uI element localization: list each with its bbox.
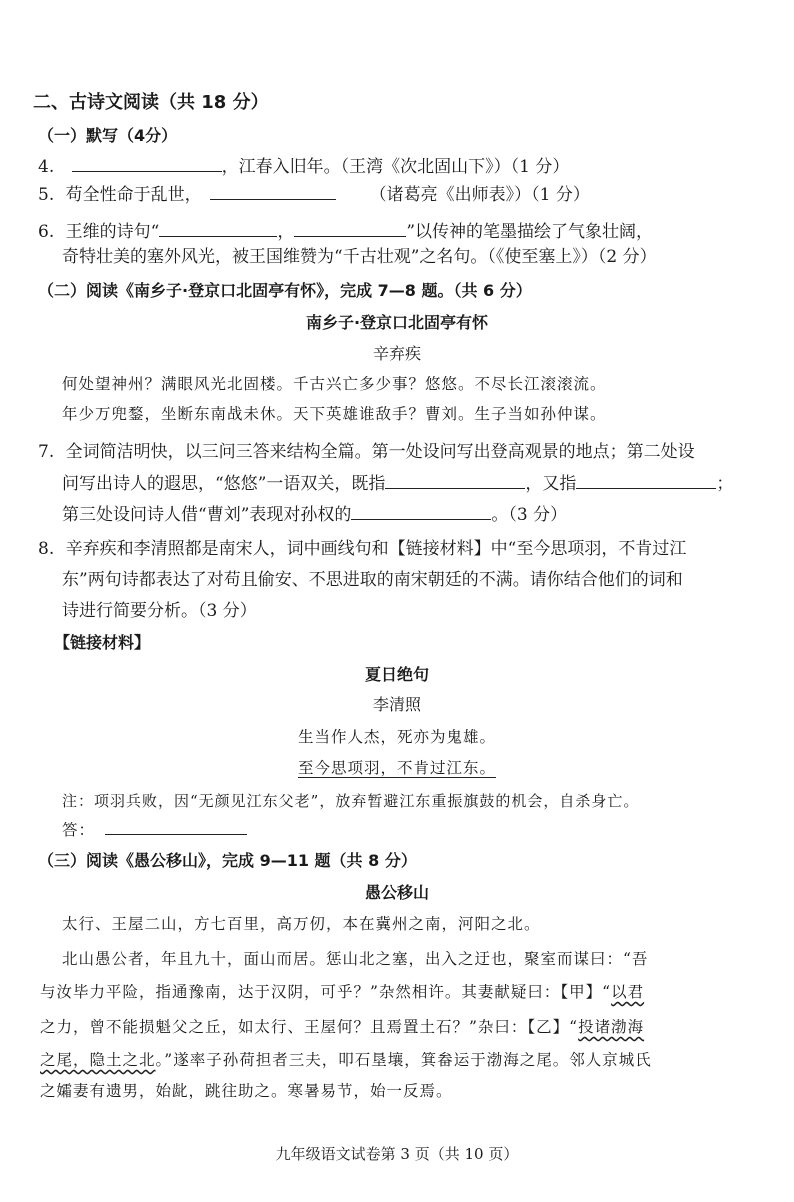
answer-line — [62, 818, 247, 841]
poem-author: 辛弃疾 — [372, 344, 421, 363]
question-text: 王维的诗句“ — [65, 222, 160, 242]
answer-blank[interactable] — [72, 155, 222, 172]
poem-line-1: 何处望神州？满眼风光北固楼。千古兴亡多少事？悠悠。不尽长江滚滚流。 — [62, 375, 607, 393]
answer-blank[interactable] — [351, 503, 491, 520]
wavy-underlined-phrase: 之尾，隐土之北 — [40, 1051, 156, 1069]
question-8-line3: 诗进行简要分析。（3 分） — [62, 601, 257, 621]
paragraph-2-line-5: 之孀妻有遗男，始龀，跳往助之。寒暑易节，始一反焉。 — [40, 1082, 453, 1100]
question-4 — [38, 155, 569, 178]
wavy-underlined-phrase: 以君 — [611, 983, 645, 1001]
text-span: 之力，曾不能损魁父之丘，如太行、王屋何？且焉置土石？”杂曰：【乙】“ — [40, 1018, 579, 1036]
section-title: 二、古诗文阅读（共 18 分） — [33, 92, 269, 113]
question-text: 问写出诗人的遐思，“悠悠”一语双关，既指 — [62, 474, 386, 494]
question-text: ”以传神的笔墨描绘了气象壮阔， — [406, 222, 654, 242]
question-6 — [38, 220, 653, 243]
link-material-label: 【链接材料】 — [54, 633, 151, 652]
question-5 — [38, 183, 590, 206]
part2-title: （二）阅读《南乡子·登京口北固亭有怀》，完成 7—8 题。（共 6 分） — [38, 281, 532, 300]
annotation-note: 注：项羽兵败，因“无颜见江东父老”，放弃暂避江东重振旗鼓的机会，自杀身亡。 — [62, 792, 640, 810]
part1-title: （一）默写（4分） — [38, 126, 178, 145]
wavy-underlined-phrase: 投诸渤海 — [578, 1018, 645, 1036]
question-6-line2: 奇特壮美的塞外风光，被王国维赞为“千古壮观”之名句。（《使至塞上》）（2 分） — [62, 247, 657, 267]
poem2-line-2 — [0, 757, 794, 779]
answer-blank[interactable] — [159, 220, 277, 237]
answer-label: 答： — [62, 821, 96, 839]
question-text: ， — [277, 222, 295, 242]
underlined-verse: 至今思项羽，不肯过江东。 — [297, 759, 496, 777]
question-number: 7. — [38, 442, 55, 462]
answer-blank[interactable] — [105, 818, 247, 835]
text-span: 与汝毕力平险，指通豫南，达于汉阴，可乎？”杂然相许。其妻献疑曰：【甲】“ — [40, 983, 612, 1001]
answer-blank[interactable] — [385, 472, 525, 489]
poem2-title: 夏日绝句 — [364, 665, 429, 684]
question-8 — [38, 538, 686, 560]
question-text: 苟全性命于乱世， — [65, 185, 202, 205]
question-7 — [38, 441, 695, 463]
question-7-line2 — [62, 472, 733, 495]
question-text: 辛弃疾和李清照都是南宋人，词中画线句和【链接材料】中“至今思项羽，不肯过江 — [65, 539, 687, 559]
question-text: 第三处设问诗人借“曹刘”表现对孙权的 — [62, 505, 352, 525]
text-span: 。”遂率子孙荷担者三夫，叩石垦壤，箕畚运于渤海之尾。邻人京城氏 — [155, 1051, 652, 1069]
question-number: 8. — [38, 539, 55, 559]
poem2-author: 李清照 — [372, 695, 421, 714]
question-number: 6. — [38, 222, 55, 242]
question-text: ； — [716, 474, 734, 494]
question-text: 全词简洁明快，以三问三答来结构全篇。第一处设问写出登高观景的地点；第二处设 — [65, 442, 695, 462]
part3-title: （三）阅读《愚公移山》，完成 9—11 题（共 8 分） — [38, 851, 417, 870]
question-text: ，又指 — [525, 474, 577, 494]
paragraph-2-line-3 — [40, 1016, 644, 1038]
question-7-line3 — [62, 503, 567, 526]
answer-blank[interactable] — [294, 220, 406, 237]
poem-line-2: 年少万兜鍪，坐断东南战未休。天下英雄谁敌手？曹刘。生子当如孙仲谋。 — [62, 405, 607, 423]
paragraph-1: 太行、王屋二山，方七百里，高万仞，本在冀州之南，河阳之北。 — [62, 915, 541, 933]
question-number: 4. — [38, 157, 55, 177]
poem-title: 南乡子·登京口北固亭有怀 — [305, 313, 489, 332]
answer-blank[interactable] — [210, 183, 336, 200]
question-8-line2: 东”两句诗都表达了对苟且偷安、不思进取的南宋朝廷的不满。请你结合他们的词和 — [62, 570, 683, 590]
text-title: 愚公移山 — [364, 883, 429, 902]
paragraph-2-line-1: 北山愚公者，年且九十，面山而居。惩山北之塞，出入之迂也，聚室而谋曰：“吾 — [62, 950, 649, 968]
question-text: ，江春入旧年。（王湾《次北固山下》）（1 分） — [221, 157, 570, 177]
question-text: （诸葛亮《出师表》）（1 分） — [369, 185, 590, 205]
paragraph-2-line-2 — [40, 981, 644, 1003]
poem2-line-1: 生当作人杰，死亦为鬼雄。 — [297, 728, 496, 746]
page-footer: 九年级语文试卷第 3 页（共 10 页） — [275, 1145, 519, 1163]
question-number: 5. — [38, 185, 55, 205]
paragraph-2-line-4 — [40, 1049, 652, 1071]
question-text: 。（3 分） — [491, 505, 568, 525]
answer-blank[interactable] — [576, 472, 716, 489]
